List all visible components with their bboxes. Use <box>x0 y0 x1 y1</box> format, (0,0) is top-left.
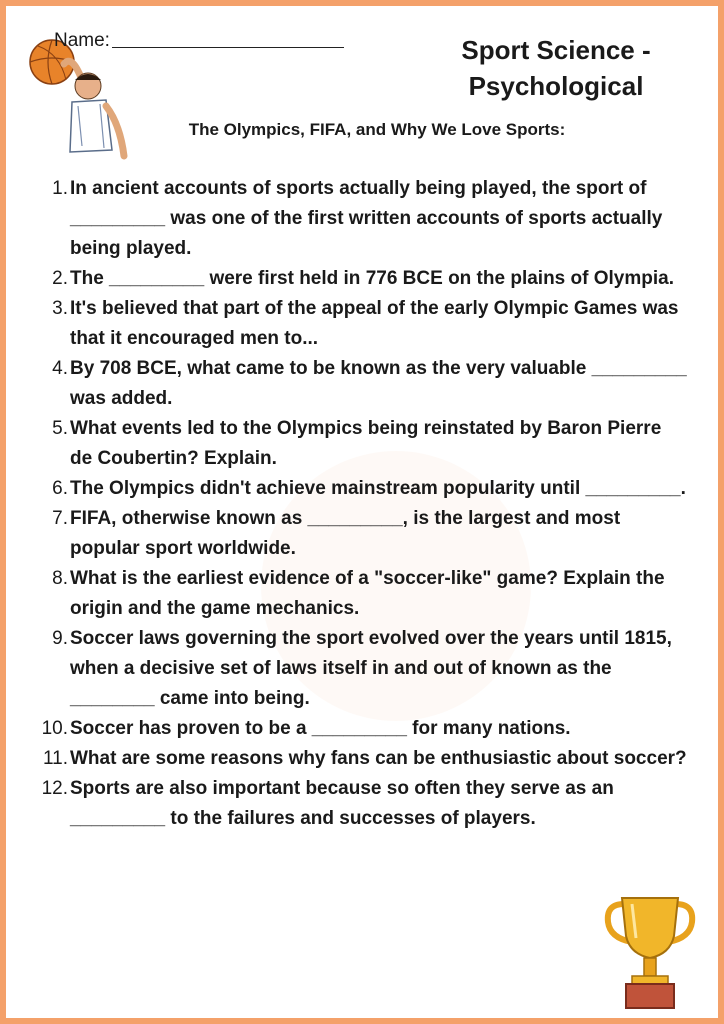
worksheet-subtitle: The Olympics, FIFA, and Why We Love Sports: <box>188 120 566 139</box>
question-item <box>28 624 688 714</box>
question-item <box>28 744 688 774</box>
name-field[interactable] <box>54 30 344 52</box>
question-text: FIFA, otherwise known as _________, is the largest and most popular sport worldwide. <box>70 508 621 559</box>
question-text: The Olympics didn't achieve mainstream popularity until _________. <box>70 478 686 499</box>
question-item <box>28 414 688 474</box>
question-number: 10. <box>41 718 68 739</box>
question-item <box>28 564 688 624</box>
question-item <box>28 354 688 414</box>
question-item <box>28 474 688 504</box>
worksheet-page <box>6 6 718 1018</box>
question-text: Soccer has proven to be a _________ for many nations. <box>70 718 571 739</box>
name-label: Name: <box>54 30 110 51</box>
question-item <box>28 294 688 354</box>
question-list <box>28 174 688 834</box>
question-item <box>28 504 688 564</box>
worksheet-title <box>436 32 676 104</box>
title-line-1: Sport Science - <box>461 35 651 65</box>
question-number: 2. <box>52 268 68 289</box>
question-number: 11. <box>42 748 68 769</box>
question-text: What is the earliest evidence of a "soccer-like" game? Explain the origin and the game mechanics. <box>70 568 665 619</box>
title-line-2: Psychological <box>468 71 644 101</box>
question-number: 8. <box>52 568 68 589</box>
question-number: 9. <box>52 628 68 649</box>
trophy-icon <box>602 890 698 1014</box>
question-text: What are some reasons why fans can be enthusiastic about soccer? <box>70 748 687 769</box>
question-number: 3. <box>52 298 68 319</box>
question-number: 7. <box>52 508 68 529</box>
question-item <box>28 174 688 264</box>
question-number: 1. <box>52 178 68 199</box>
question-item <box>28 714 688 744</box>
question-text: In ancient accounts of sports actually being played, the sport of _________ was one of the first written accounts of sports actually being played. <box>70 178 663 259</box>
question-number: 4. <box>52 358 68 379</box>
question-text: By 708 BCE, what came to be known as the very valuable _________ was added. <box>70 358 687 409</box>
name-blank-line <box>112 46 344 48</box>
question-number: 12. <box>41 778 68 799</box>
question-item <box>28 264 688 294</box>
question-text: The _________ were first held in 776 BCE on the plains of Olympia. <box>70 268 674 289</box>
question-text: Soccer laws governing the sport evolved over the years until 1815, when a decisive set of laws itself in and out of known as the ________ came into being. <box>70 628 672 709</box>
question-number: 6. <box>52 478 68 499</box>
question-text: Sports are also important because so often they serve as an _________ to the failures and successes of players. <box>70 778 614 829</box>
question-text: It's believed that part of the appeal of the early Olympic Games was that it encouraged men to... <box>70 298 679 349</box>
question-item <box>28 774 688 834</box>
question-number: 5. <box>52 418 68 439</box>
question-text: What events led to the Olympics being reinstated by Baron Pierre de Coubertin? Explain. <box>70 418 662 469</box>
